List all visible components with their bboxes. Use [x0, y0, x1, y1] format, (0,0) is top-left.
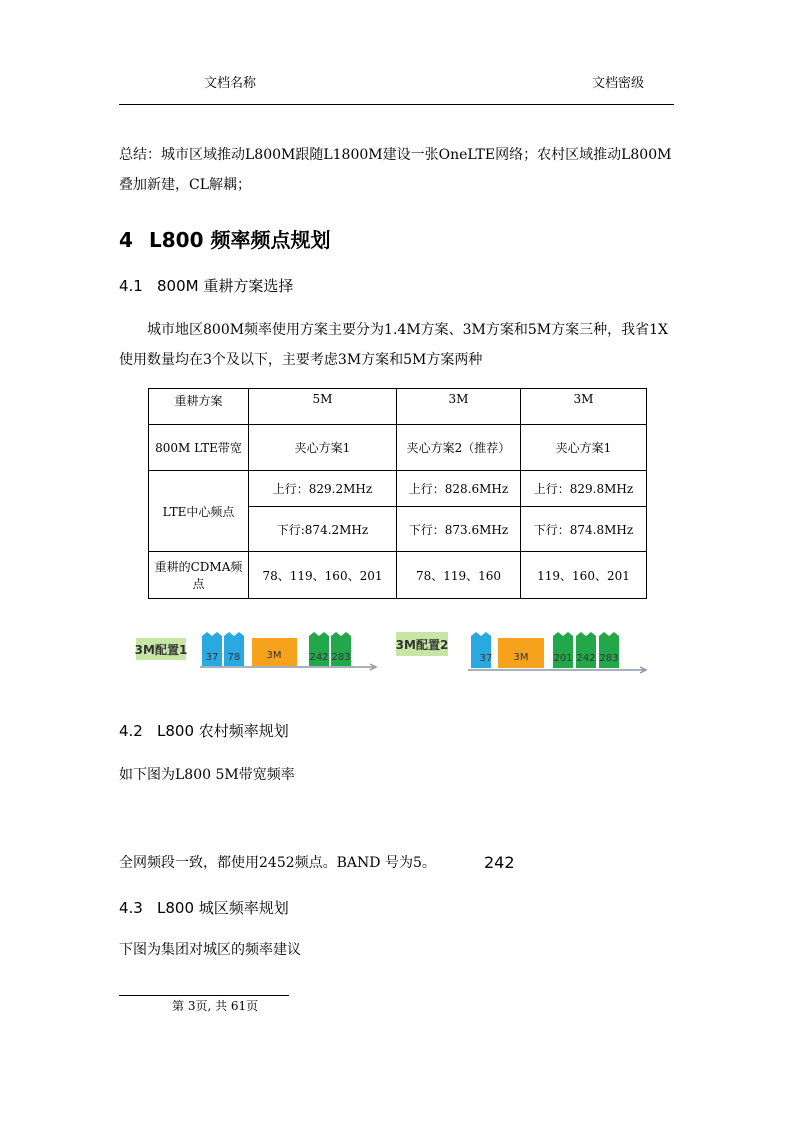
- summary-paragraph: 总结：城市区域推动L800M跟随L1800M建设一张OneLTE网络；农村区域推动L800M叠加新建，CL解耦；: [119, 147, 672, 193]
- table-row-label: LTE中心频点: [149, 471, 249, 552]
- table-cell: 夹心方案2（推荐）: [397, 425, 521, 471]
- table-cell: 夹心方案1: [521, 425, 647, 471]
- footer-page-info: 第 3页, 共 61页: [172, 999, 259, 1013]
- table-cell: 夹心方案1: [249, 425, 397, 471]
- config-2-block-201-label: 201: [553, 653, 573, 664]
- floating-frequency-number: 242: [484, 853, 515, 872]
- config-1-3m-label: 3M: [266, 650, 282, 661]
- table-cell: 78、119、160、201: [249, 552, 397, 599]
- config-2-block-283-label: 283: [599, 653, 619, 664]
- section-4-3-title: L800 城区频率规划: [157, 899, 289, 917]
- section-4-3-heading: [119, 897, 289, 918]
- section-4-1-number: 4.1: [119, 277, 143, 295]
- config-1-block-37-label: 37: [205, 652, 219, 663]
- spectrum-config-figure: [130, 618, 650, 680]
- reframing-plan-table: [148, 388, 647, 599]
- table-cell: 上行：828.6MHz: [397, 471, 521, 507]
- table-header-cell: 重耕方案: [149, 389, 249, 425]
- config-2-diagram: [396, 632, 646, 673]
- table-cell: 下行：873.6MHz: [397, 507, 521, 552]
- table-row: [149, 425, 647, 471]
- table-cell: 下行:874.2MHz: [249, 507, 397, 552]
- section-4-2-intro: 如下图为L800 5M带宽频率: [119, 767, 295, 783]
- config-1-label: 3M配置1: [134, 643, 188, 657]
- table-cell: 119、160、201: [521, 552, 647, 599]
- section-4-3-number: 4.3: [119, 899, 143, 917]
- section-4-2-paragraph: 全网频段一致，都使用2452频点。BAND 号为5。: [119, 855, 436, 871]
- config-2-block-242-label: 242: [576, 653, 596, 664]
- header-doc-name: 文档名称: [204, 76, 257, 91]
- config-1-diagram: [135, 632, 376, 670]
- section-4-1-title: 800M 重耕方案选择: [157, 277, 294, 295]
- config-2-block-37-label: 37: [479, 653, 493, 664]
- config-1-block-78-label: 78: [227, 652, 241, 663]
- section-4-2-title: L800 农村频率规划: [157, 722, 289, 740]
- section-4-2-heading: [119, 720, 289, 741]
- config-1-block-242-label: 242: [309, 652, 329, 663]
- table-header-cell: 3M: [397, 389, 521, 425]
- table-cell: 上行：829.8MHz: [521, 471, 647, 507]
- section-4-heading: [119, 224, 330, 253]
- table-row-label: 重耕的CDMA频点: [149, 552, 249, 599]
- table-cell: 78、119、160: [397, 552, 521, 599]
- table-cell: 上行：829.2MHz: [249, 471, 397, 507]
- section-4-3-paragraph: 下图为集团对城区的频率建议: [119, 942, 301, 958]
- section-4-1-heading: [119, 275, 293, 296]
- section-4-1-paragraph: 城市地区800M频率使用方案主要分为1.4M方案、3M方案和5M方案三种，我省1X使用数量均在3个及以下，主要考虑3M方案和5M方案两种: [119, 322, 669, 368]
- table-row: [149, 552, 647, 599]
- table-row: [149, 471, 647, 507]
- table-header-row: [149, 389, 647, 425]
- table-header-cell: 5M: [249, 389, 397, 425]
- section-4-number: 4: [119, 228, 133, 252]
- table-row-label: 800M LTE带宽: [149, 425, 249, 471]
- header-doc-security: 文档密级: [592, 76, 645, 91]
- config-2-3m-label: 3M: [513, 652, 529, 663]
- header-rule: [119, 104, 674, 105]
- footer-rule: [119, 995, 289, 996]
- section-4-title: L800 频率频点规划: [149, 228, 331, 252]
- config-2-label: 3M配置2: [395, 638, 449, 652]
- config-1-block-283-label: 283: [331, 652, 351, 663]
- table-cell: 下行：874.8MHz: [521, 507, 647, 552]
- table-header-cell: 3M: [521, 389, 647, 425]
- section-4-2-number: 4.2: [119, 722, 143, 740]
